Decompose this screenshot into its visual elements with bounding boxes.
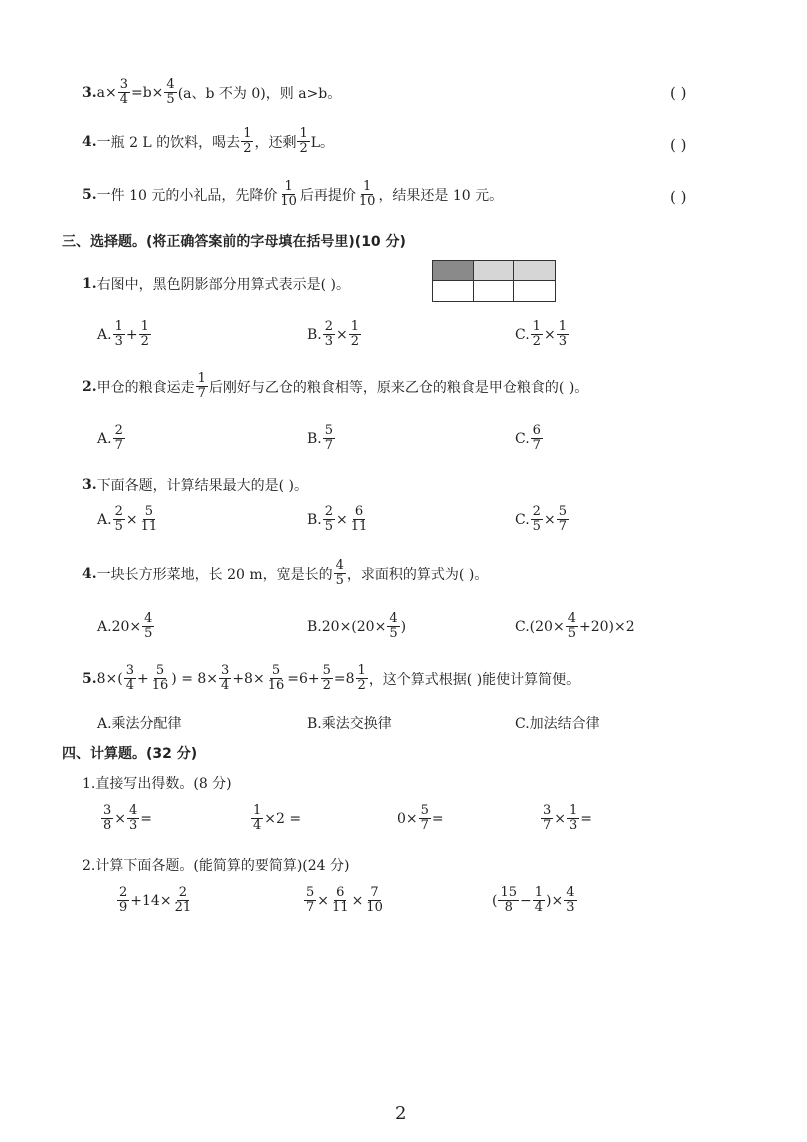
calc-q2-title: 2.计算下面各题。(能简算的要简算)(24 分): [82, 858, 350, 874]
answer-paren[interactable]: ( ): [670, 188, 687, 206]
calc-q2-expr-2: $\frac{5}{7}$ × $\frac{6}{11}$ × $\frac{7}{10}$: [306, 885, 383, 915]
choice-q4-option-a[interactable]: A. 20× $\frac{4}{5}$: [97, 611, 153, 641]
grid-cell: [514, 281, 555, 301]
fraction: $\frac{4}{5}$: [166, 77, 175, 107]
judge-q5: 5. 一件 10 元的小礼品，先降价 1 10 后再提价 1 10 ，结果还是 10 元。: [82, 179, 504, 209]
calc-q1-expr-3: 0× $\frac{5}{7}$ =: [397, 803, 444, 833]
choice-q1: 1. 右图中，黑色阴影部分用算式表示是( )。: [82, 276, 350, 293]
grid-cell: [474, 261, 515, 281]
calc-q2-expr-3: ( 15 8 − $\frac{1}{4}$ )× $\frac{4}{3}$: [492, 885, 575, 915]
choice-q2-option-b[interactable]: B. 5 7: [307, 423, 334, 453]
choice-q3: 3. 下面各题，计算结果最大的是( )。: [82, 477, 308, 494]
grid-cell: [474, 281, 515, 301]
judge-q4: 4. 一瓶 2 L 的饮料，喝去 1 2 ，还剩 1 2 L。: [82, 126, 335, 156]
calc-q1-title: 1.直接写出得数。(8 分): [82, 776, 232, 792]
choice-q1-option-b[interactable]: B. $\frac{2}{3}$ × $\frac{1}{2}$: [307, 319, 360, 349]
section-title-choice: 三、选择题。(将正确答案前的字母填在括号里)(10 分): [62, 234, 406, 250]
choice-q1-option-c[interactable]: C. $\frac{1}{2}$ × $\frac{1}{3}$: [515, 319, 567, 349]
fraction: $\frac{3}{4}$: [119, 77, 128, 107]
choice-q4: 4. 一块长方形菜地，长 20 m，宽是长的 4 5 ，求面积的算式为( )。: [82, 558, 489, 588]
calc-q1-expr-1: $\frac{3}{8}$ × $\frac{4}{3}$ =: [103, 803, 153, 833]
choice-q3-option-c[interactable]: C. $\frac{2}{5}$ × $\frac{5}{7}$: [515, 504, 567, 534]
grid-cell: [433, 261, 474, 281]
shaded-grid-figure: [432, 260, 556, 302]
choice-q3-option-b[interactable]: B. $\frac{2}{5}$ × $\frac{6}{11}$: [307, 504, 368, 534]
answer-paren[interactable]: ( ): [670, 136, 687, 154]
calc-q1-expr-4: $\frac{3}{7}$ × $\frac{1}{3}$ =: [543, 803, 593, 833]
choice-q3-option-a[interactable]: A. $\frac{2}{5}$ × $\frac{5}{11}$: [97, 504, 158, 534]
choice-q4-option-b[interactable]: B. 20×(20× $\frac{4}{5}$ ): [307, 611, 407, 641]
grid-cell: [433, 281, 474, 301]
choice-q4-option-c[interactable]: C. (20× $\frac{4}{5}$ +20)×2: [515, 611, 635, 641]
choice-q2: 2. 甲仓的粮食运走 1 7 后刚好与乙仓的粮食相等，原来乙仓的粮食是甲仓粮食的( )。: [82, 371, 589, 401]
grid-cell: [514, 261, 555, 281]
choice-q5-option-c[interactable]: C.加法结合律: [515, 716, 600, 732]
choice-q1-option-a[interactable]: A. 1 3 + $\frac{1}{2}$: [97, 319, 149, 349]
choice-q5: 5. 8×( 3 4 + $\frac{5}{16}$ ) = 8× $\frac{3}{4}$ +8× $\frac{5}{16}$ =6+ $\frac{5}{2}$ =8 1 2 ，这个算式根据( )能使计算简便。: [82, 663, 581, 693]
page-number: 2: [395, 1103, 407, 1124]
calc-q2-expr-1: 2 9 +14× $\frac{2}{21}$: [119, 885, 192, 915]
calc-q1-expr-2: $\frac{1}{4}$ ×2 =: [253, 803, 302, 833]
choice-q5-option-a[interactable]: A.乘法分配律: [97, 716, 182, 732]
fraction: 1 10: [280, 179, 297, 209]
choice-q2-option-c[interactable]: C. 6 7: [515, 423, 541, 453]
section-title-calc: 四、计算题。(32 分): [62, 746, 198, 762]
fraction: 1 10: [358, 179, 376, 209]
choice-q2-option-a[interactable]: A. 2 7: [97, 423, 123, 453]
choice-q5-option-b[interactable]: B.乘法交换律: [307, 716, 392, 732]
fraction: 1 2: [299, 126, 308, 156]
judge-q3: 3. a× $\frac{3}{4}$ =b× $\frac{4}{5}$ (a、b 不为 0)，则 a>b。: [82, 77, 342, 107]
fraction: 1 2: [243, 126, 252, 156]
answer-paren[interactable]: ( ): [670, 84, 687, 102]
